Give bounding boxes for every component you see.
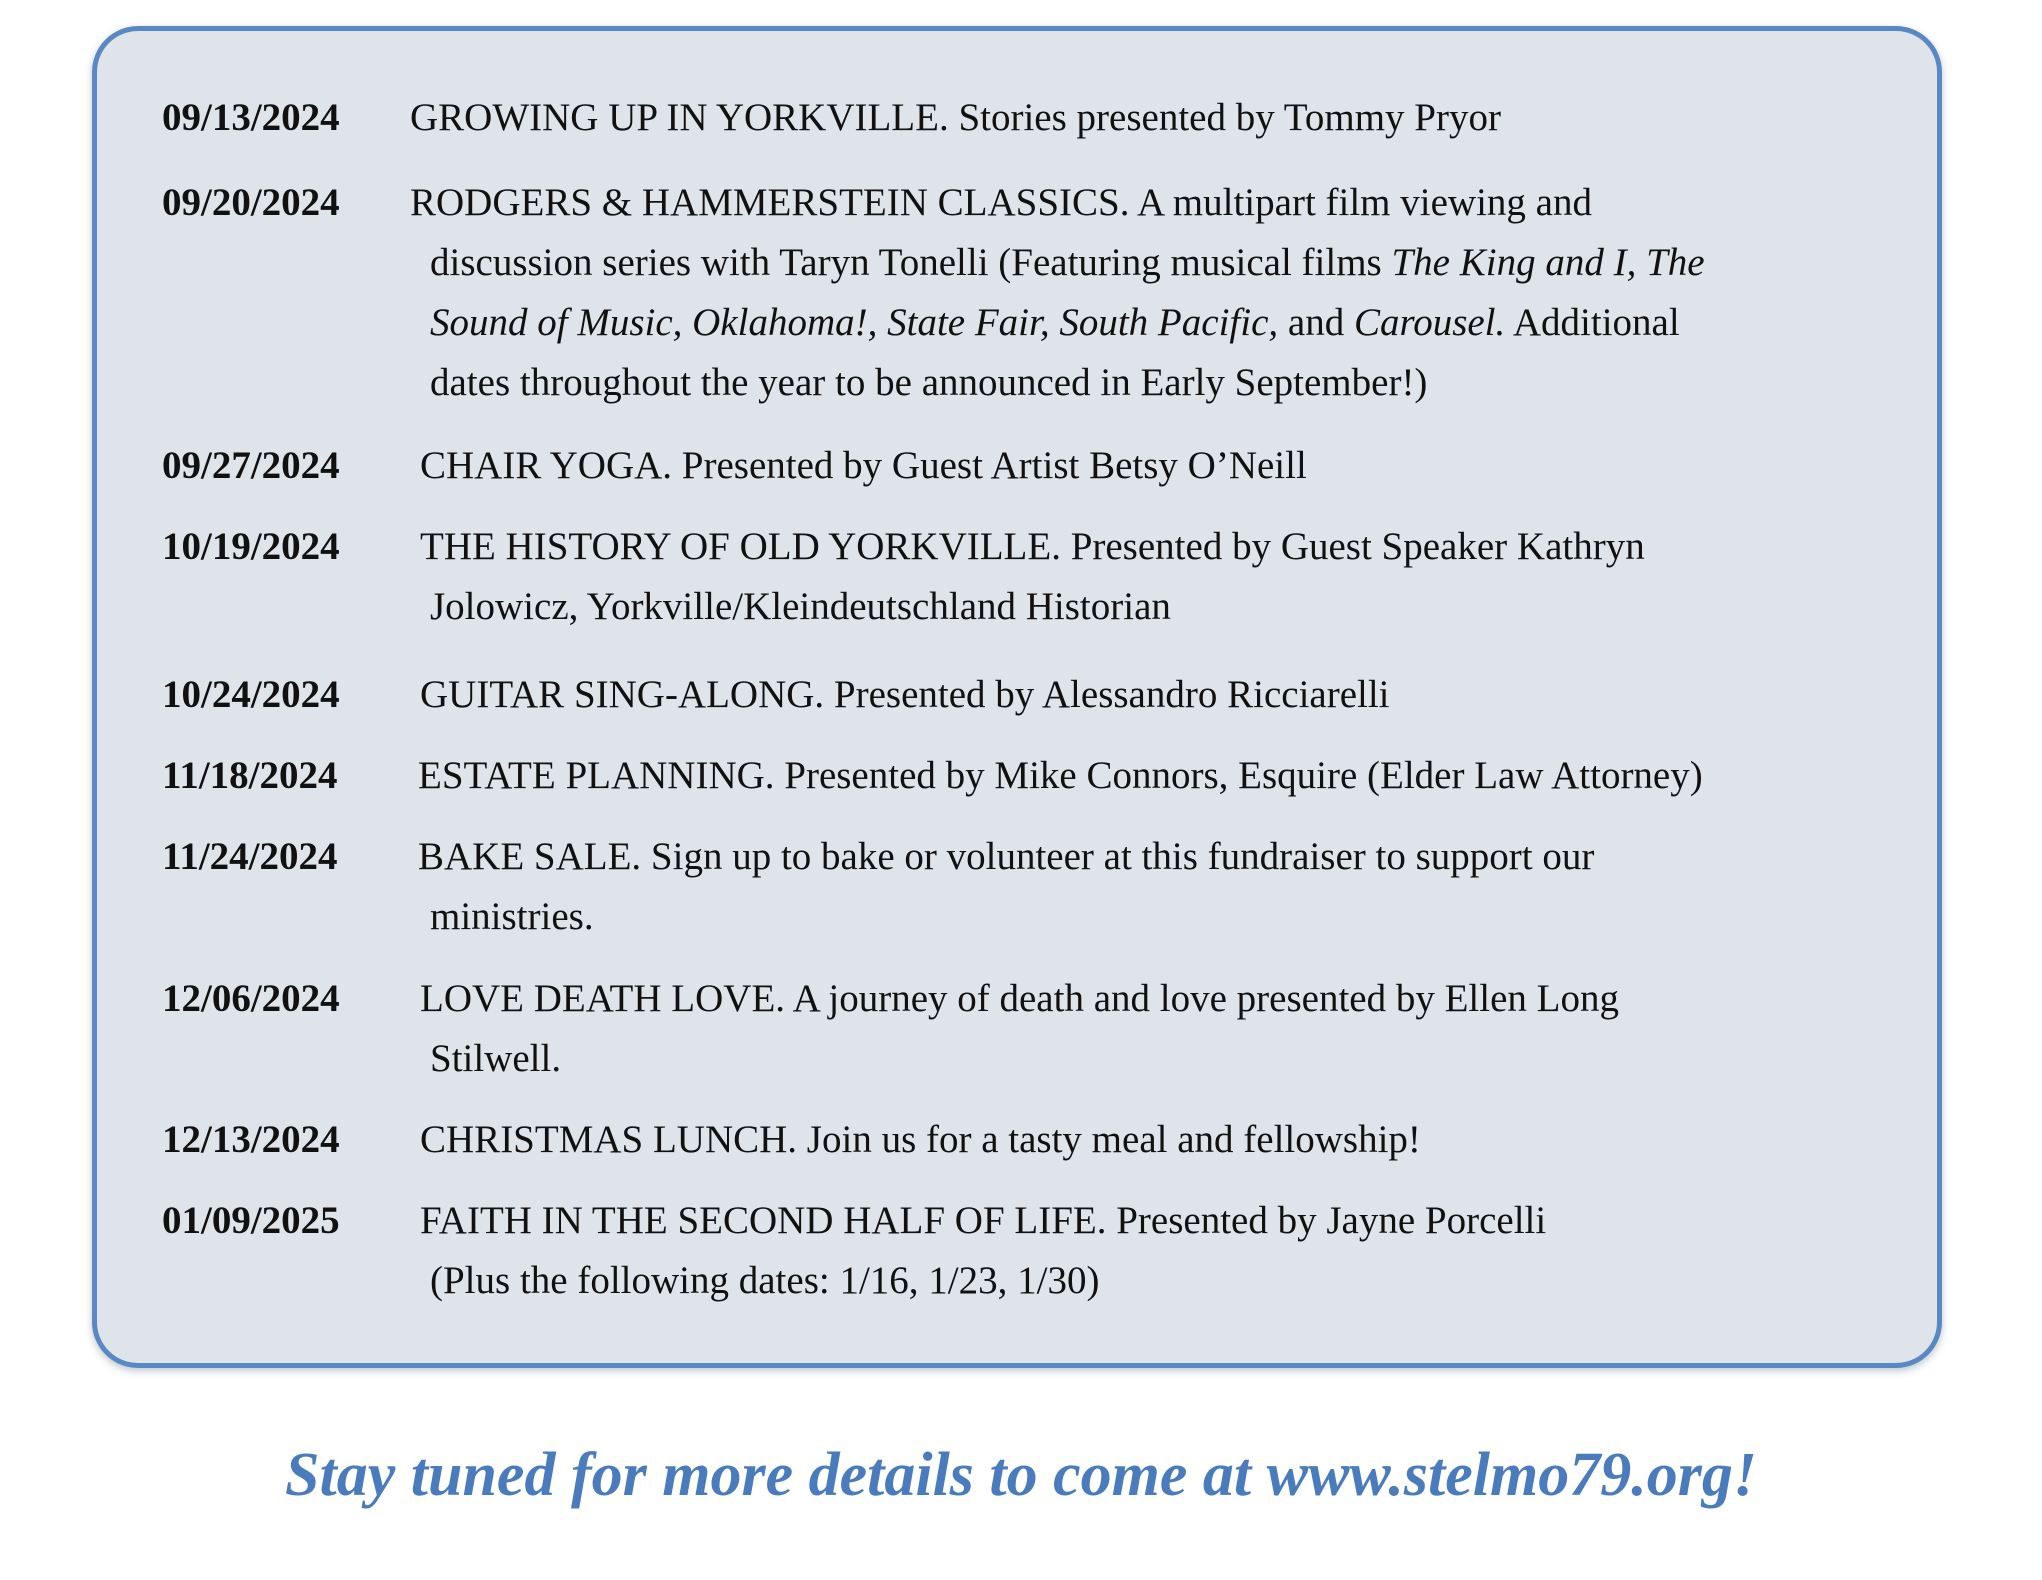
event-description <box>420 517 1900 637</box>
event-date: 11/18/2024 <box>162 754 338 797</box>
event-description-line: GROWING UP IN YORKVILLE. Stories presented by Tommy Pryor <box>410 96 1501 139</box>
event-description-line: Sound of Music, Oklahoma!, State Fair, South Pacific, and Carousel. Additional <box>430 301 1680 344</box>
event-date: 09/13/2024 <box>162 96 340 139</box>
event-description-line: (Plus the following dates: 1/16, 1/23, 1/30) <box>430 1259 1100 1302</box>
event-date: 10/19/2024 <box>162 525 340 568</box>
event-date: 12/13/2024 <box>162 1118 340 1161</box>
event-date: 09/20/2024 <box>162 181 340 224</box>
event-description-line: discussion series with Taryn Tonelli (Featuring musical films The King and I, The <box>430 241 1705 284</box>
event-description-line: ESTATE PLANNING. Presented by Mike Connors, Esquire (Elder Law Attorney) <box>418 754 1703 797</box>
event-description-line: BAKE SALE. Sign up to bake or volunteer at this fundraiser to support our <box>418 835 1595 878</box>
event-date: 01/09/2025 <box>162 1199 340 1242</box>
event-description <box>410 173 1890 413</box>
event-description-line: THE HISTORY OF OLD YORKVILLE. Presented by Guest Speaker Kathryn <box>420 525 1645 568</box>
event-description <box>418 746 1898 806</box>
event-date: 12/06/2024 <box>162 977 340 1020</box>
event-description-line: dates throughout the year to be announced in Early September!) <box>430 361 1428 404</box>
event-description <box>420 1191 1900 1311</box>
event-date: 11/24/2024 <box>162 835 338 878</box>
event-description <box>420 969 1900 1089</box>
event-date: 10/24/2024 <box>162 673 340 716</box>
event-description-line: Jolowicz, Yorkville/Kleindeutschland Historian <box>430 585 1171 628</box>
footer-website-note: Stay tuned for more details to come at www.stelmo79.org! <box>285 1441 1757 1509</box>
event-description <box>420 436 1900 496</box>
event-description-line: CHAIR YOGA. Presented by Guest Artist Betsy O’Neill <box>420 444 1307 487</box>
event-description-line: LOVE DEATH LOVE. A journey of death and love presented by Ellen Long <box>420 977 1619 1020</box>
event-description-line: ministries. <box>430 895 594 938</box>
event-description-line: CHRISTMAS LUNCH. Join us for a tasty meal and fellowship! <box>420 1118 1421 1161</box>
event-date: 09/27/2024 <box>162 444 340 487</box>
event-description-line: RODGERS & HAMMERSTEIN CLASSICS. A multipart film viewing and <box>410 181 1592 224</box>
event-description <box>410 88 1890 148</box>
event-description <box>420 1110 1900 1170</box>
event-description-line: Stilwell. <box>430 1037 562 1080</box>
event-description-line: GUITAR SING-ALONG. Presented by Alessandro Ricciarelli <box>420 673 1390 716</box>
event-description-line: FAITH IN THE SECOND HALF OF LIFE. Presented by Jayne Porcelli <box>420 1199 1547 1242</box>
event-description <box>420 665 1900 725</box>
event-description <box>418 827 1898 947</box>
